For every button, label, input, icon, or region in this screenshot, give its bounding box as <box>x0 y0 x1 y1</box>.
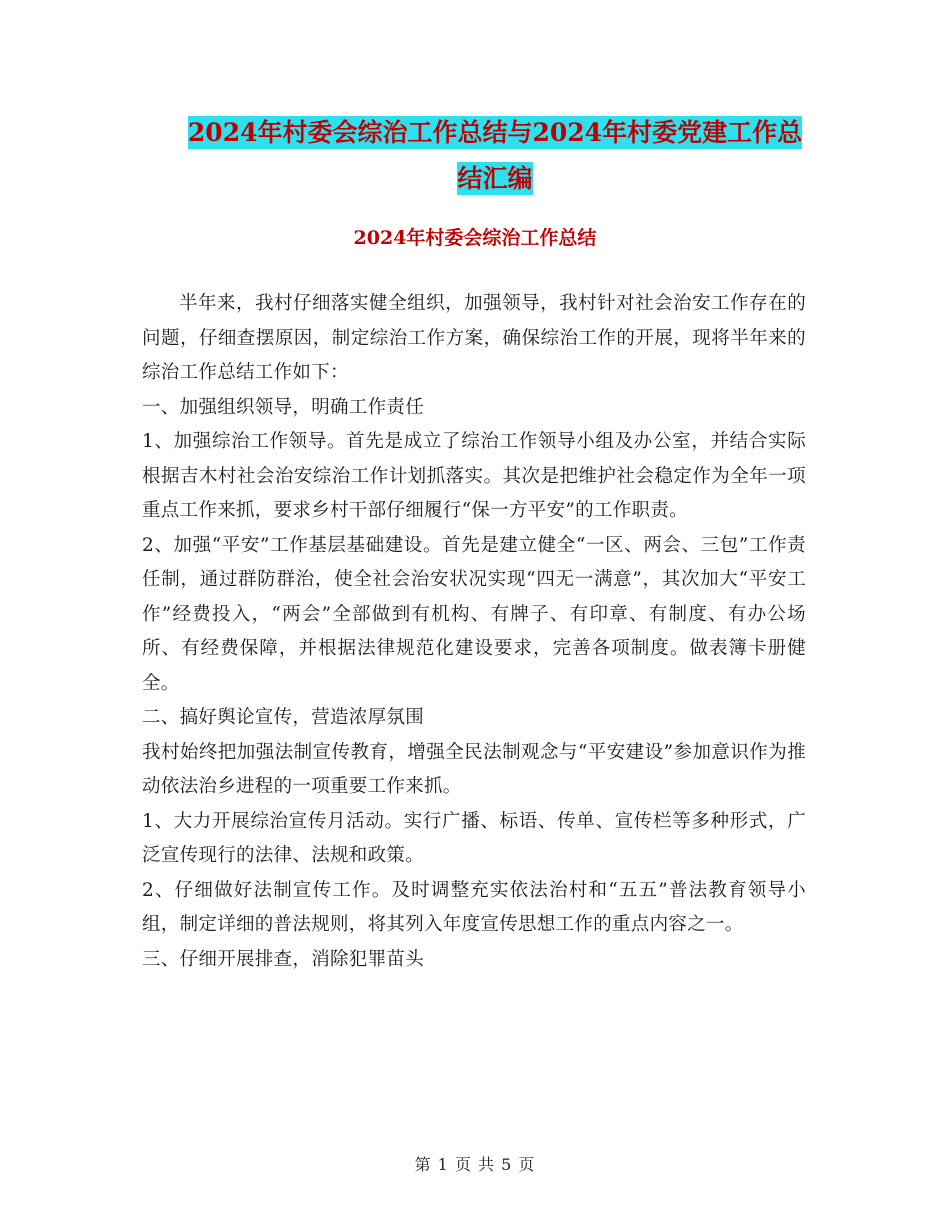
document-title <box>140 110 850 202</box>
paragraph-2-1: 1、大力开展综治宣传月活动。实行广播、标语、传单、宣传栏等多种形式，广泛宣传现行的法律、法规和政策。 <box>142 810 806 866</box>
section-heading-3: 三、仔细开展排查，消除犯罪苗头 <box>142 948 425 970</box>
paragraph-intro: 半年来，我村仔细落实健全组织，加强领导，我村针对社会治安工作存在的问题，仔细查摆原因，制定综治工作方案，确保综治工作的开展，现将半年来的综治工作总结工作如下： <box>142 293 806 383</box>
paragraph-2-2: 2、仔细做好法制宣传工作。及时调整充实依法治村和“五五”普法教育领导小组，制定详细的普法规则，将其列入年度宣传思想工作的重点内容之一。 <box>142 879 806 935</box>
paragraph-1-2: 2、加强“平安”工作基层基础建设。首先是建立健全“一区、两会、三包”工作责任制，通过群防群治，使全社会治安状况实现“四无一满意”，其次加大“平安工作”经费投入，“两会”全部做到有机构、有牌子、有印章、有制度、有办公场所、有经费保障，并根据法律规范化建设要求，完善各项制度。做表簿卡册健全。 <box>142 534 806 694</box>
document-body <box>142 287 806 977</box>
section-heading-2: 二、搞好舆论宣传，营造浓厚氛围 <box>142 707 425 728</box>
paragraph-2-intro: 我村始终把加强法制宣传教育，增强全民法制观念与“平安建设”参加意识作为推动依法治乡进程的一项重要工作来抓。 <box>142 741 806 797</box>
section-heading-1: 一、加强组织领导，明确工作责任 <box>142 396 425 418</box>
section-subtitle: 2024年村委会综治工作总结 <box>353 227 597 249</box>
document-title-line-1: 2024年村委会综治工作总结与2024年村委党建工作总 <box>187 118 803 147</box>
document-title-line-2: 结汇编 <box>457 164 533 193</box>
paragraph-1-1: 1、加强综治工作领导。首先是成立了综治工作领导小组及办公室，并结合实际根据吉木村社会治安综治工作计划抓落实。其次是把维护社会稳定作为全年一项重点工作来抓，要求乡村干部仔细履行“保一方平安”的工作职责。 <box>142 431 806 521</box>
page-footer: 第 1 页 共 5 页 <box>414 1155 536 1174</box>
